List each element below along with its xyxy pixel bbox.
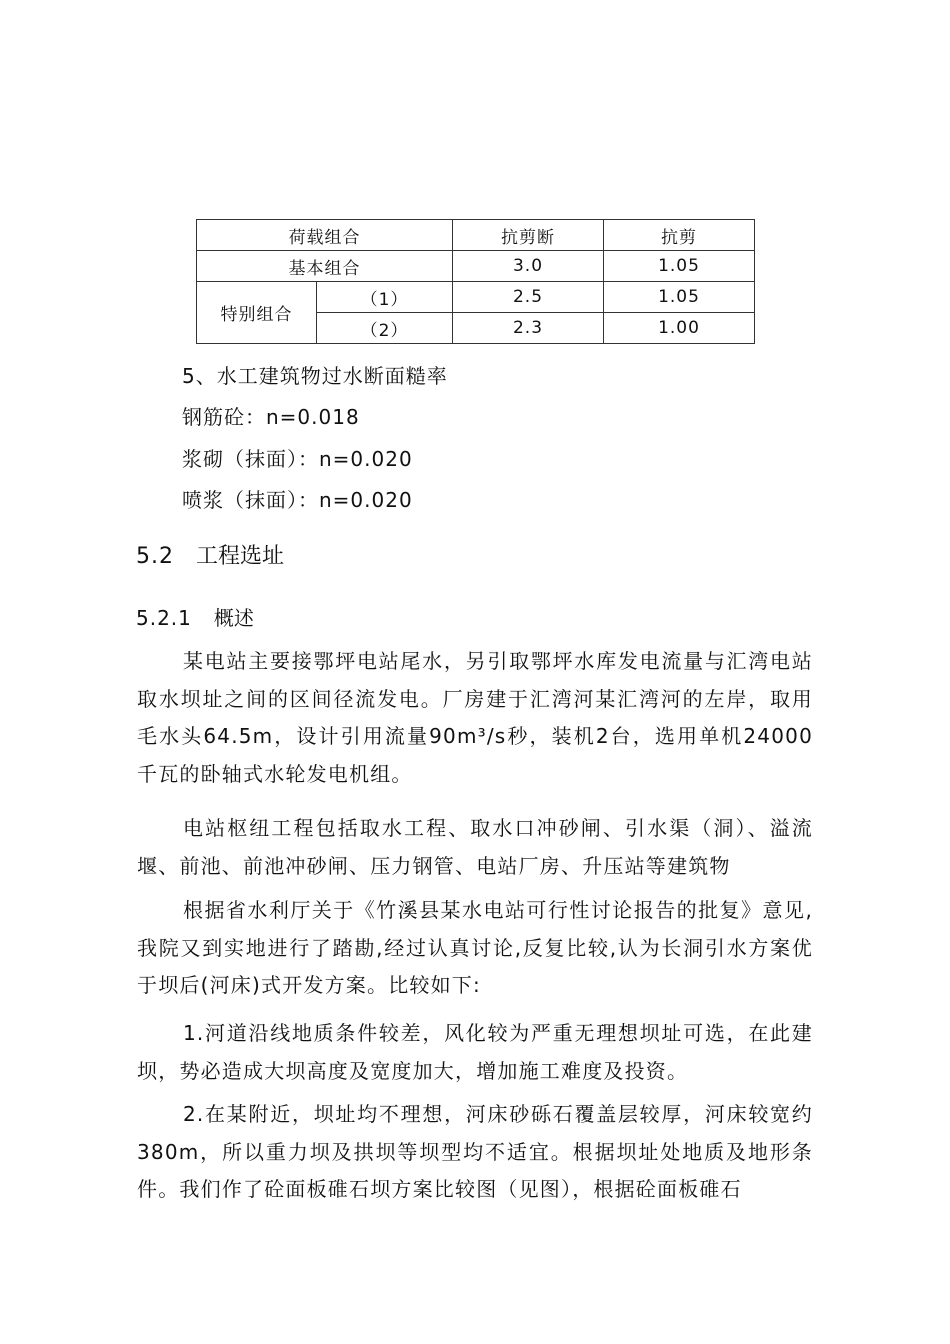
section-title: 工程选址 <box>196 544 285 569</box>
roughness-item: 钢筋砼：n=0.018 <box>182 405 360 429</box>
table-cell: （1） <box>317 282 453 313</box>
subsection-title: 概述 <box>213 606 254 630</box>
body-paragraph <box>137 1096 813 1209</box>
table-row <box>197 282 755 313</box>
paragraph-text: 电站枢纽工程包括取水工程、取水口冲砂闸、引水渠（洞）、溢流堰、前池、前池冲砂闸、压力钢管、电站厂房、升压站等建筑物 <box>137 816 813 878</box>
table-cell: 1.05 <box>604 282 755 313</box>
paragraph-text: 某电站主要接鄂坪电站尾水，另引取鄂坪水库发电流量与汇湾电站取水坝址之间的区间径流发电。厂房建于汇湾河某汇湾河的左岸，取用毛水头64.5m，设计引用流量90m³/s秒，装机2台，选用单机24000千瓦的卧轴式水轮发电机组。 <box>137 649 813 786</box>
roughness-item: 喷浆（抹面）：n=0.020 <box>182 488 413 512</box>
section-number: 5.2 <box>136 544 174 569</box>
table-header-cell: 抗剪断 <box>453 220 604 251</box>
subsection-heading <box>136 602 254 631</box>
roughness-heading: 5、水工建筑物过水断面糙率 <box>182 364 448 388</box>
table-header-row <box>197 220 755 251</box>
body-paragraph <box>137 1015 813 1090</box>
paragraph-text: 根据省水利厅关于《竹溪县某水电站可行性讨论报告的批复》意见,我院又到实地进行了踏勘,经过认真讨论,反复比较,认为长洞引水方案优于坝后(河床)式开发方案。比较如下: <box>137 898 813 997</box>
table-cell: 1.05 <box>604 251 755 282</box>
paragraph-text: 2.在某附近，坝址均不理想，河床砂砾石覆盖层较厚，河床较宽约380m，所以重力坝及拱坝等坝型均不适宜。根据坝址处地质及地形条件。我们作了砼面板碓石坝方案比较图（见图），根据砼面板碓石 <box>137 1102 813 1201</box>
subsection-number: 5.2.1 <box>136 606 192 630</box>
table-header-cell: 抗剪 <box>604 220 755 251</box>
body-paragraph <box>137 643 813 793</box>
section-heading <box>136 539 284 570</box>
table-cell: 1.00 <box>604 313 755 344</box>
paragraph-text: 1.河道沿线地质条件较差，风化较为严重无理想坝址可选，在此建坝，势必造成大坝高度及宽度加大，增加施工难度及投资。 <box>137 1021 813 1083</box>
table-row <box>197 251 755 282</box>
table-cell: 3.0 <box>453 251 604 282</box>
table-cell: 2.3 <box>453 313 604 344</box>
safety-factor-table <box>196 219 755 344</box>
table-cell: 基本组合 <box>197 251 453 282</box>
roughness-item: 浆砌（抹面）：n=0.020 <box>182 447 413 471</box>
table-header-cell: 荷载组合 <box>197 220 453 251</box>
table-cell: 2.5 <box>453 282 604 313</box>
body-paragraph <box>137 810 813 885</box>
table-cell: （2） <box>317 313 453 344</box>
table-cell: 特别组合 <box>197 282 317 344</box>
body-paragraph <box>137 892 813 1005</box>
